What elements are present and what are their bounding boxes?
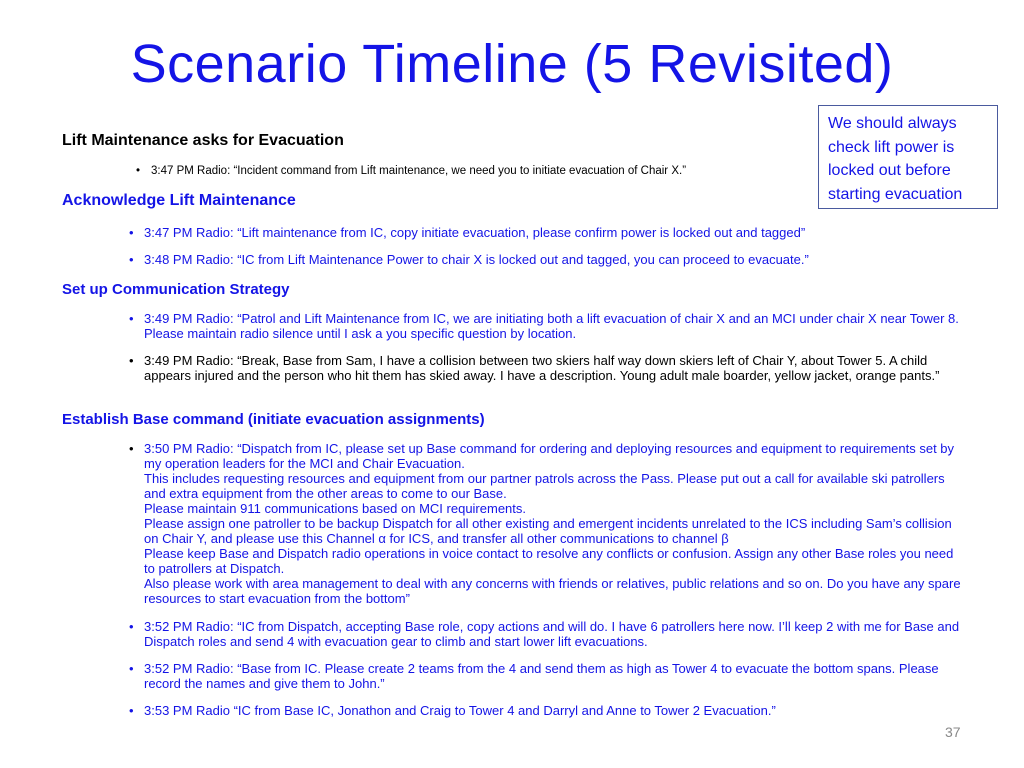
bullet-icon: • (129, 225, 134, 240)
bullet-icon: • (129, 252, 134, 267)
bullet-icon: • (129, 661, 134, 676)
bullet-icon: • (129, 441, 134, 456)
bullet-icon: • (129, 703, 134, 718)
callout-note: We should always check lift power is locked out before starting evacuation (818, 105, 998, 209)
section-heading-acknowledge: Acknowledge Lift Maintenance (62, 192, 296, 209)
section-heading-lift-maintenance: Lift Maintenance asks for Evacuation (62, 132, 344, 149)
bullet-icon: • (129, 619, 134, 634)
slide-title: Scenario Timeline (5 Revisited) (130, 34, 894, 94)
section-heading-communication: Set up Communication Strategy (62, 281, 290, 298)
bullet-icon: • (129, 353, 134, 368)
bullet-icon: • (136, 165, 141, 177)
section-heading-base-command: Establish Base command (initiate evacuation assignments) (62, 411, 485, 428)
page-number: 37 (945, 724, 961, 740)
bullet-icon: • (129, 311, 134, 326)
